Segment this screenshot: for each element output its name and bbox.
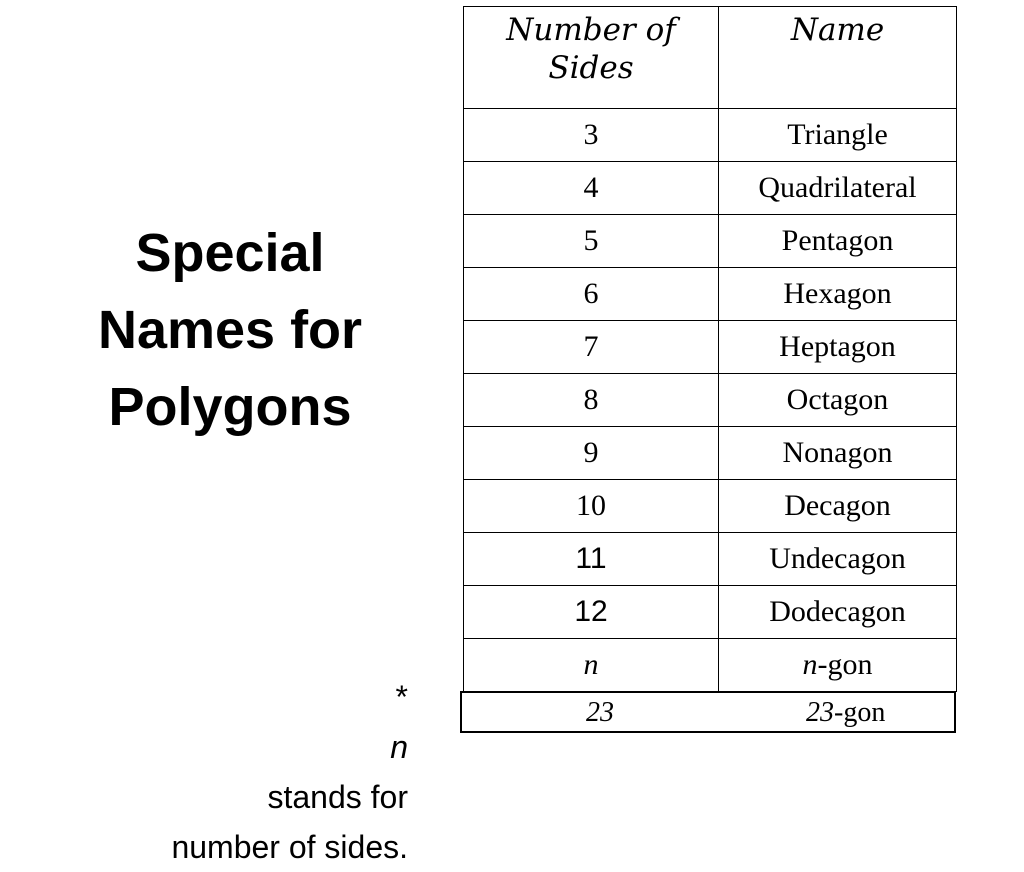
polygon-names-table [463, 6, 957, 692]
table-row [464, 427, 957, 480]
table-row [464, 321, 957, 374]
name-cell: Octagon [719, 374, 957, 427]
table-row [464, 480, 957, 533]
sides-cell: 4 [464, 162, 719, 215]
name-cell: Nonagon [719, 427, 957, 480]
example-sides: 23 [586, 697, 614, 728]
header-number-of-sides [464, 7, 719, 109]
sides-cell: 3 [464, 109, 719, 162]
sides-cell: 11 [464, 533, 719, 586]
table-row [464, 162, 957, 215]
example-name-suffix: -gon [834, 697, 886, 728]
sides-cell: 6 [464, 268, 719, 321]
footnote-n: n [390, 729, 408, 765]
name-cell: Decagon [719, 480, 957, 533]
name-cell: Dodecagon [719, 586, 957, 639]
footnote [60, 672, 408, 872]
table-row [464, 109, 957, 162]
title-line-2: Names for [97, 300, 363, 360]
table-row [464, 374, 957, 427]
name-cell: Undecagon [719, 533, 957, 586]
footnote-line-1 [60, 672, 408, 822]
header-sides-line-2: Sides [548, 50, 634, 86]
table-row [464, 586, 957, 639]
sides-cell: 10 [464, 480, 719, 533]
header-sides-line-1: Number of [506, 12, 676, 48]
name-cell: Quadrilateral [719, 162, 957, 215]
header-name: Name [719, 7, 957, 109]
example-name-prefix: 23 [806, 697, 834, 728]
sides-cell-n: n [464, 639, 719, 692]
title-line-1: Special [135, 223, 325, 283]
table-row [464, 533, 957, 586]
name-cell: Triangle [719, 109, 957, 162]
footnote-line-2: number of sides. [171, 829, 408, 865]
sides-cell: 5 [464, 215, 719, 268]
name-cell: Pentagon [719, 215, 957, 268]
table-row-n [464, 639, 957, 692]
sides-cell: 9 [464, 427, 719, 480]
sides-cell: 12 [464, 586, 719, 639]
example-name [806, 697, 885, 729]
table-row [464, 268, 957, 321]
footnote-star: * [395, 679, 408, 715]
table-row [464, 215, 957, 268]
sides-cell: 8 [464, 374, 719, 427]
example-row-23 [460, 691, 956, 733]
footnote-line-1-rest: stands for [267, 779, 408, 815]
title-line-3: Polygons [108, 377, 352, 437]
table-header-row [464, 7, 957, 109]
n-gon-suffix: -gon [817, 648, 873, 681]
n-gon-prefix: n [802, 648, 818, 681]
name-cell-n-gon [719, 639, 957, 692]
slide-title [40, 215, 420, 446]
sides-cell: 7 [464, 321, 719, 374]
name-cell: Heptagon [719, 321, 957, 374]
name-cell: Hexagon [719, 268, 957, 321]
